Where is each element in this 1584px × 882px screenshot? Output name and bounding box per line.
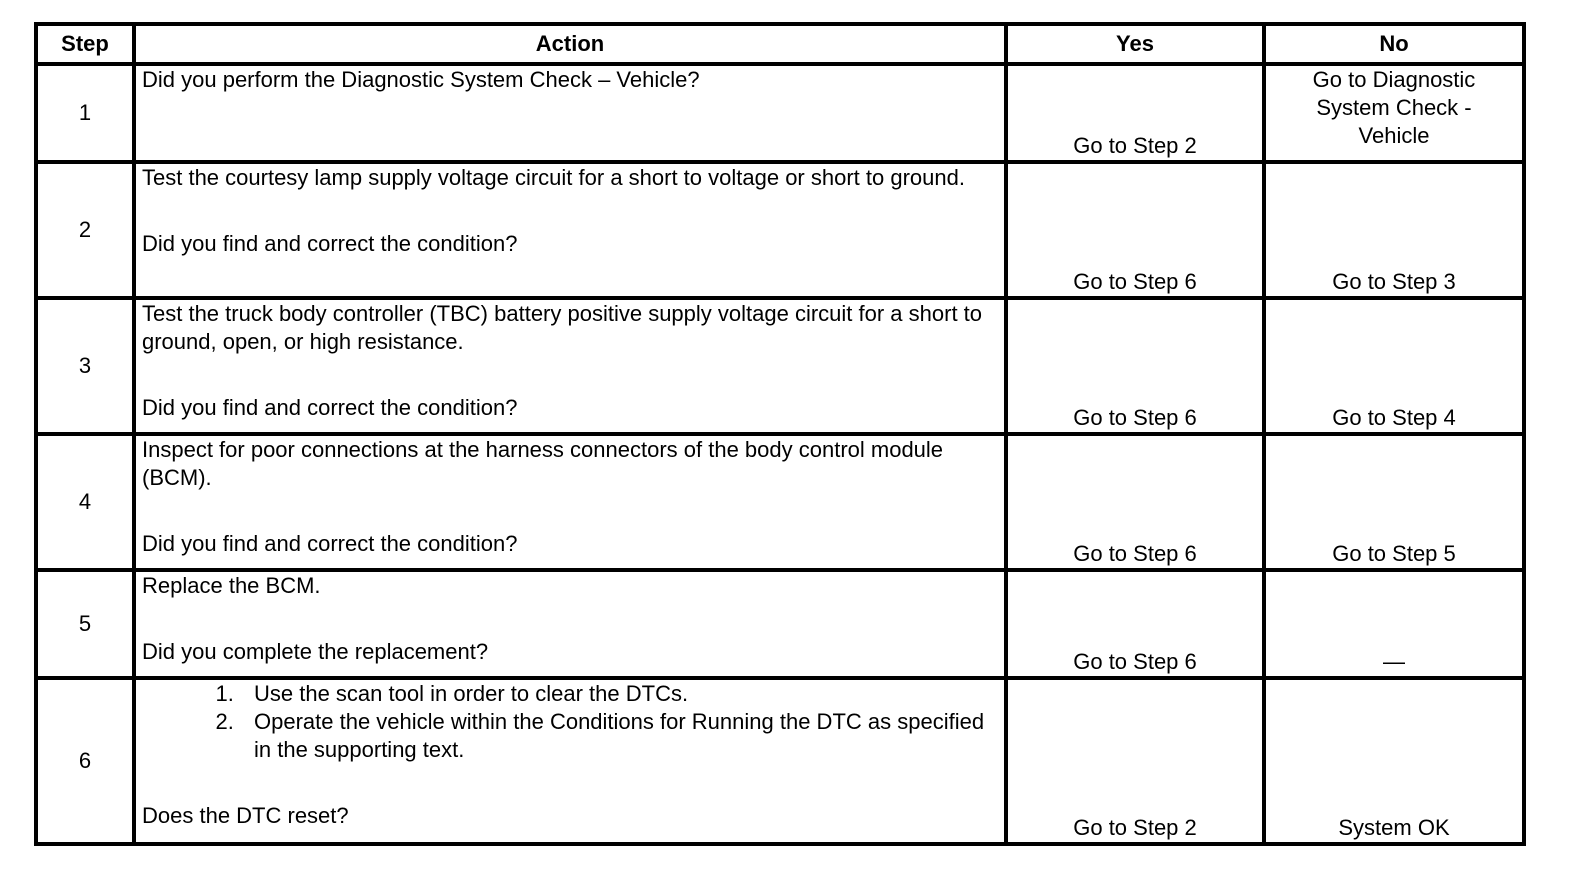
action-cell [134,678,1006,844]
header-row [36,24,1524,64]
step-number: 5 [36,570,134,678]
step-number: 4 [36,434,134,570]
action-text: Test the truck body controller (TBC) battery positive supply voltage circuit for a short to ground, open, or high resistance. [142,301,983,354]
step-number: 6 [36,678,134,844]
table-row [36,162,1524,298]
yes-cell: Go to Step 2 [1006,678,1264,844]
no-cell: Go to Step 5 [1264,434,1524,570]
list-item: 2. Operate the vehicle within the Conditions for Running the DTC as specified in the supporting text. [240,708,998,764]
table-row [36,64,1524,162]
step-number: 1 [36,64,134,162]
action-question: Did you find and correct the condition? [142,531,518,556]
action-cell [134,64,1006,162]
spacer [142,356,998,394]
yes-cell: Go to Step 6 [1006,162,1264,298]
action-cell [134,298,1006,434]
action-cell [134,570,1006,678]
no-cell: Go to Step 4 [1264,298,1524,434]
no-cell: Go to Diagnostic System Check - Vehicle [1264,64,1524,162]
action-question: Did you find and correct the condition? [142,395,518,420]
action-question: Did you complete the replacement? [142,639,489,664]
no-cell: — [1264,570,1524,678]
table-row [36,434,1524,570]
action-text: Test the courtesy lamp supply voltage circuit for a short to voltage or short to ground. [142,165,965,190]
list-item: 1. Use the scan tool in order to clear the DTCs. [240,680,998,708]
header-step: Step [36,24,134,64]
diagnostic-table [34,22,1526,846]
spacer [142,192,998,230]
spacer [142,764,998,802]
action-question: Does the DTC reset? [142,803,349,828]
numbered-list [142,680,998,764]
yes-cell: Go to Step 6 [1006,570,1264,678]
step-number: 2 [36,162,134,298]
action-text: Did you perform the Diagnostic System Check – Vehicle? [142,67,700,92]
header-no: No [1264,24,1524,64]
header-yes: Yes [1006,24,1264,64]
spacer [142,492,998,530]
action-question: Did you find and correct the condition? [142,231,518,256]
header-action: Action [134,24,1006,64]
action-cell [134,162,1006,298]
table-row [36,678,1524,844]
spacer [142,600,998,638]
yes-cell: Go to Step 6 [1006,298,1264,434]
yes-cell: Go to Step 2 [1006,64,1264,162]
yes-cell: Go to Step 6 [1006,434,1264,570]
step-number: 3 [36,298,134,434]
table-row [36,570,1524,678]
no-cell: Go to Step 3 [1264,162,1524,298]
action-text: Inspect for poor connections at the harness connectors of the body control module (BCM). [142,437,944,490]
action-cell [134,434,1006,570]
no-cell: System OK [1264,678,1524,844]
table-row [36,298,1524,434]
action-text: Replace the BCM. [142,573,321,598]
